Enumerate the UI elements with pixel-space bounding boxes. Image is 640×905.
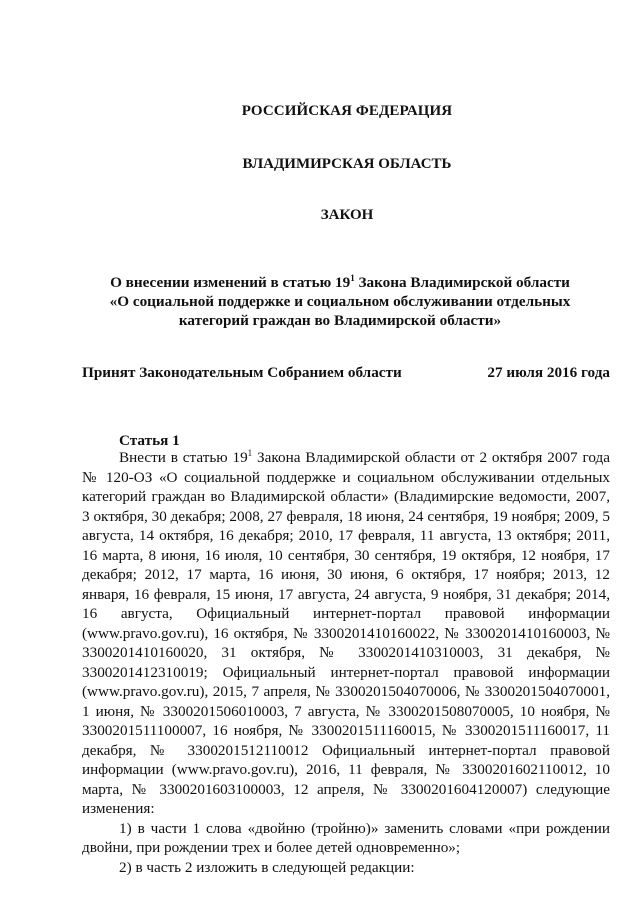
header-region: ВЛАДИМИРСКАЯ ОБЛАСТЬ — [242, 156, 452, 172]
law-title-line3: категорий граждан во Владимирской области» — [178, 312, 502, 329]
header-country: РОССИЙСКАЯ ФЕДЕРАЦИЯ — [241, 103, 453, 119]
law-title-line1 — [20, 273, 640, 292]
law-title-line2: «О социальной поддержке и социальном обслуживании отдельных — [109, 293, 571, 310]
article-intro-superscript: 1 — [247, 448, 253, 458]
article-heading: Статья 1 — [119, 432, 180, 449]
header-doc-type: ЗАКОН — [320, 207, 374, 223]
article-body — [82, 448, 610, 877]
law-title — [20, 273, 640, 330]
law-title-superscript: 1 — [350, 273, 355, 283]
adopted-by: Принят Законодательным Собранием области — [82, 364, 402, 381]
law-title-line1-pre: О внесении изменений в статью 19 — [110, 274, 351, 291]
adopted-date: 27 июля 2016 года — [487, 364, 610, 381]
adoption-line — [82, 364, 610, 382]
law-title-line1-post: Закона Владимирской области — [354, 274, 570, 291]
article-item-1: 1) в части 1 слова «двойню (тройню)» заменить словами «при рождении двойни, при рождении трех и более детей одновременно»; — [82, 819, 610, 856]
article-item-2: 2) в часть 2 изложить в следующей редакции: — [119, 858, 415, 876]
article-intro — [82, 448, 610, 819]
article-intro-pre: Внести в статью 19 — [119, 449, 248, 466]
article-intro-post: Закона Владимирской области от 2 октября 2007 года № 120-ОЗ «О социальной поддержке и социальном обслуживании отдельных категорий граждан во Владимирской области» (Владимирские ведомости, 2007, 3 октября, 30 декабря; 2008, 27 февраля, 18 июня, 24 сентября, 19 ноября; 2009, 5 августа, 14 октября, 16 декабря; 2010, 17 февраля, 11 августа, 13 октября; 2011, 16 марта, 8 июня, 16 июля, 10 сентября, 30 сентября, 19 октября, 12 ноября, 17 декабря; 2012, 17 марта, 16 июня, 30 июня, 6 октября, 17 ноября; 2013, 12 января, 16 февраля, 15 июня, 17 августа, 24 августа, 9 ноября, 31 декабря; 2014, 16 августа, Официальный интернет-портал правовой информации (www.pravo.gov.ru), 16 октября, № 3300201410160022, № 3300201410160003, № 3300201410160020, 31 октября, № 3300201410310003, 31 декабря, № 3300201412310019; Официальный интернет-портал правовой информации (www.pravo.gov.ru), 2015, 7 апреля, № 3300201504070006, № 3300201504070001, 1 июня, № 3300201506010003, 7 августа, № 3300201508070005, 10 ноября, № 3300201511100007, 16 ноября, № 3300201511160015, № 3300201511160017, 11 декабря, № 3300201512110012 Официальный интернет-портал правовой информации (www.pravo.gov.ru), 2016, 11 февраля, № 3300201602110012, 10 марта, № 3300201603100003, 12 апреля, № 3300201604120007) следующие изменения: — [82, 449, 610, 817]
